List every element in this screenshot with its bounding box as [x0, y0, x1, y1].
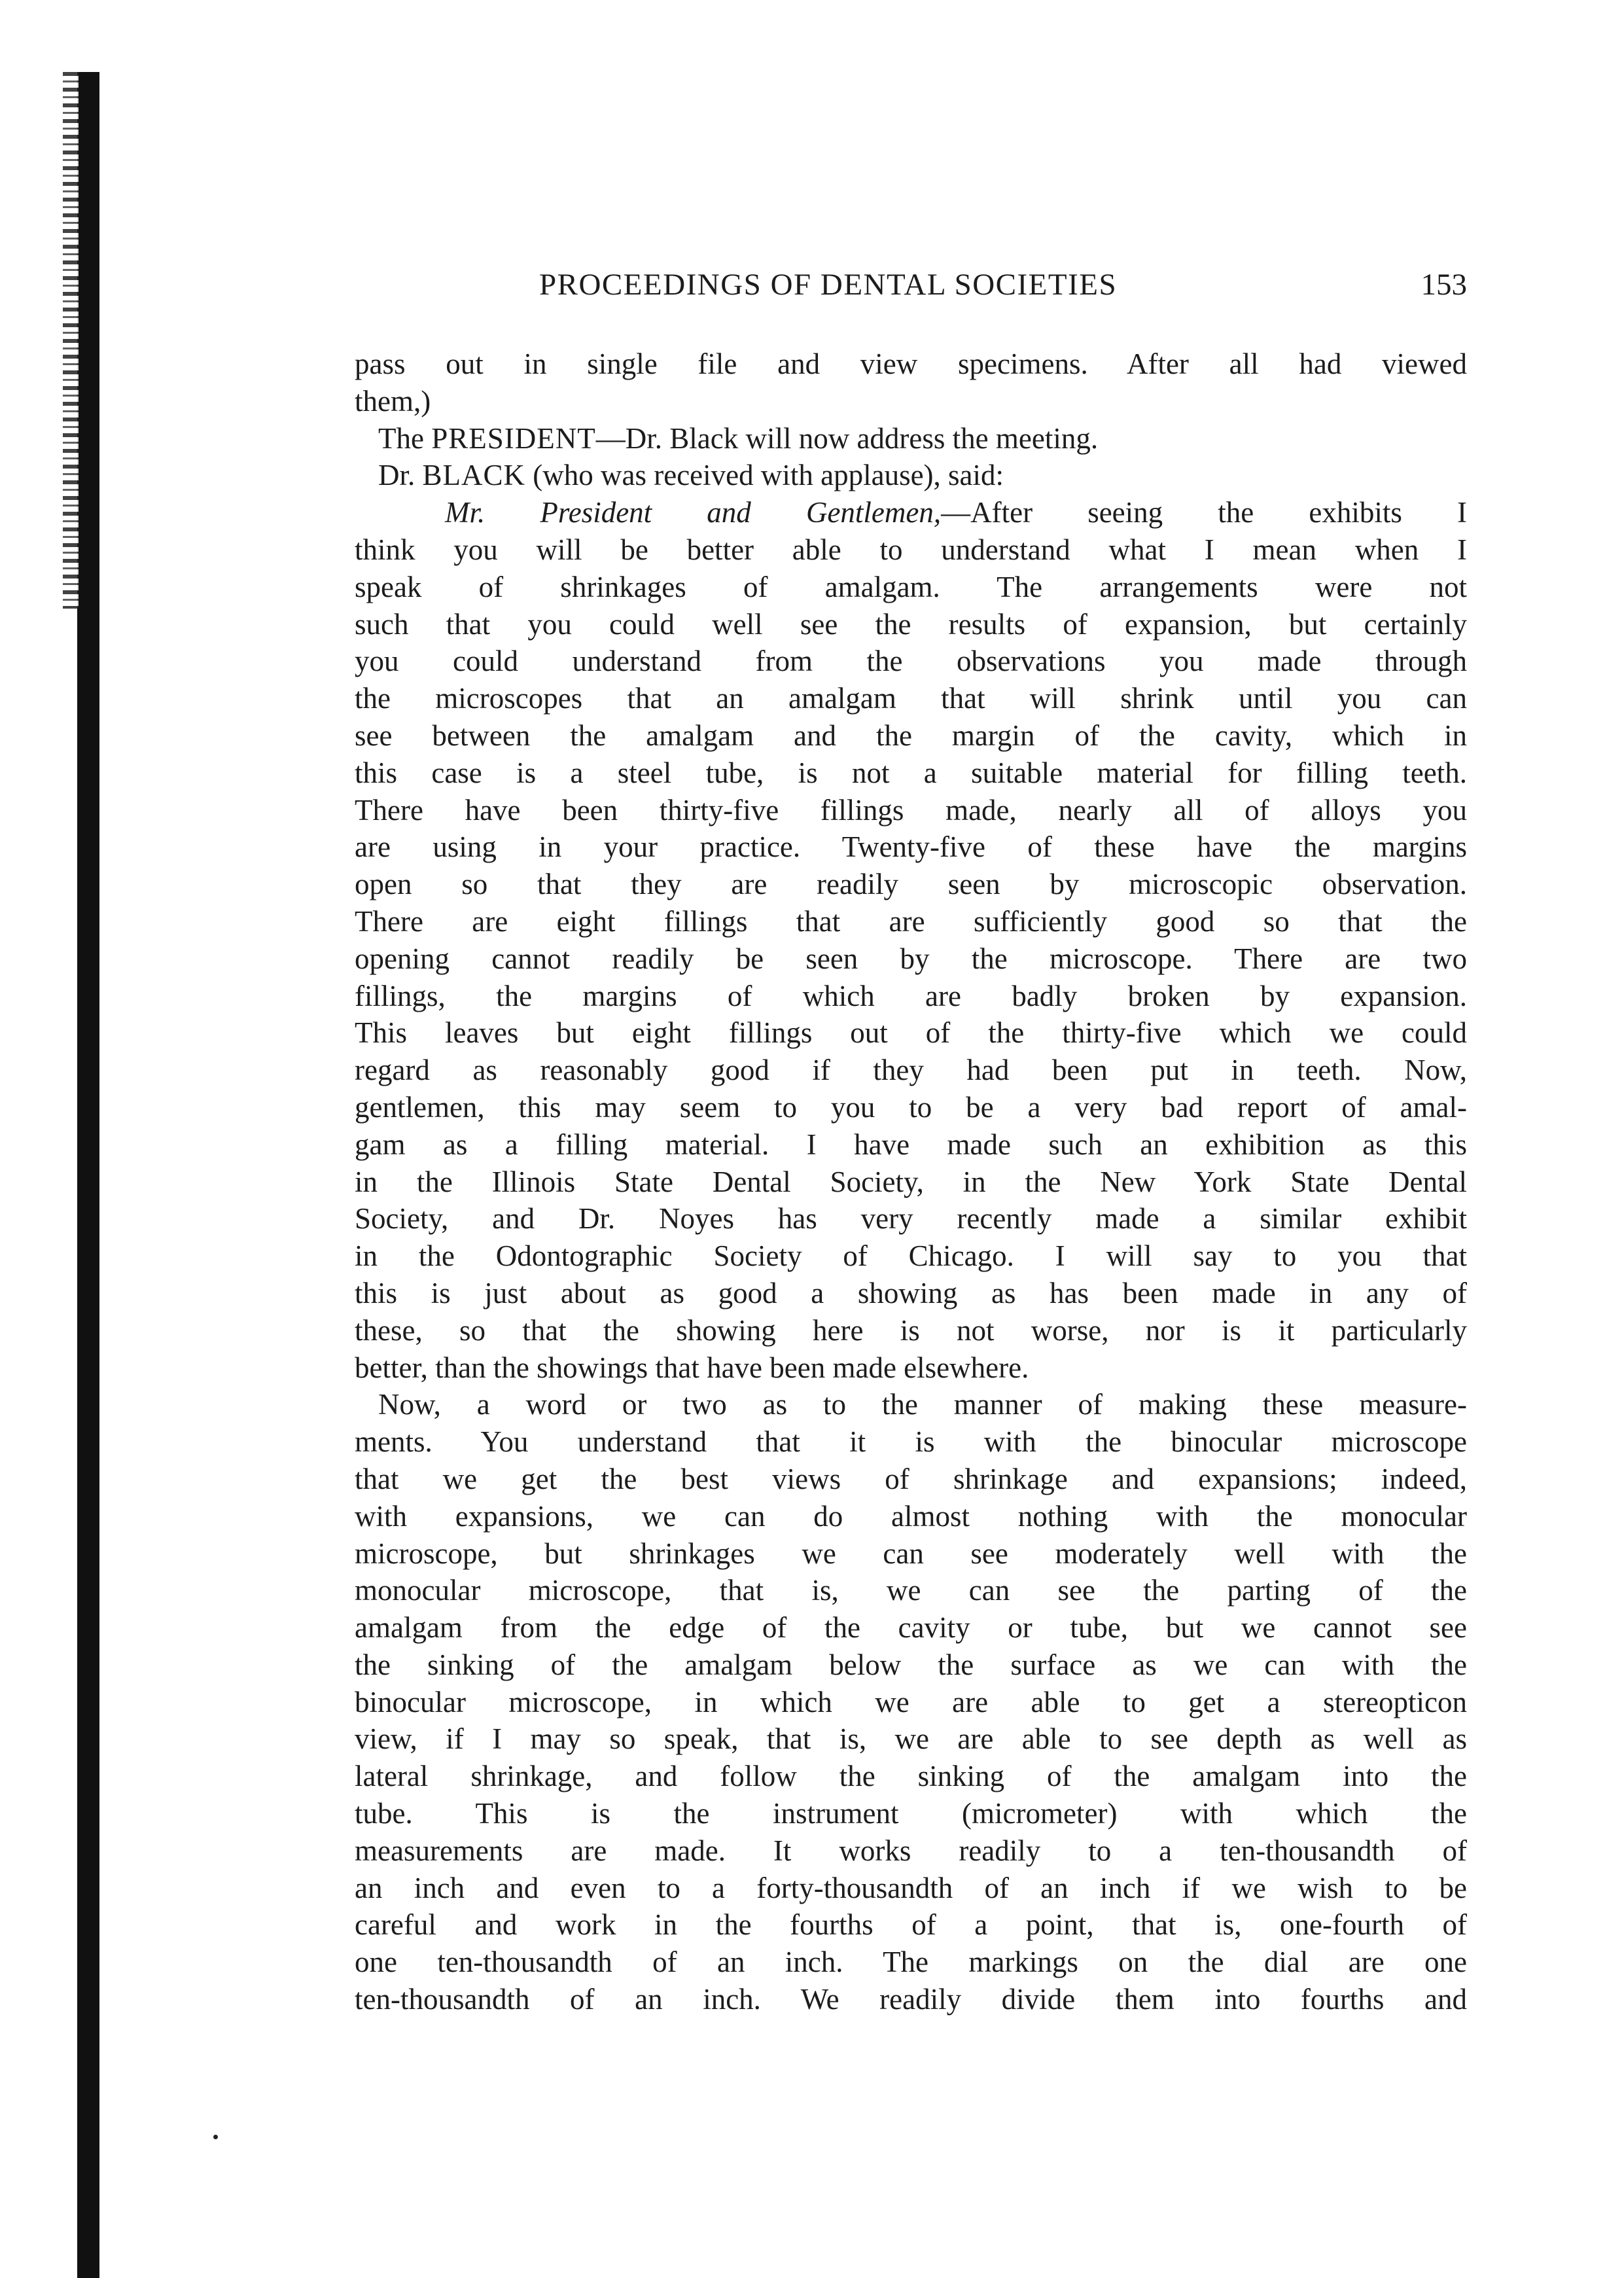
print-speck — [213, 2135, 218, 2139]
text-line: pass out in single file and view specimens. After all had viewed — [355, 347, 1467, 380]
page-header — [355, 267, 1467, 326]
running-head: PROCEEDINGS OF DENTAL SOCIETIES — [539, 268, 1118, 302]
text-line: view, if I may so speak, that is, we are able to see depth as well as — [355, 1722, 1467, 1756]
text-line: see between the amalgam and the margin of the cavity, which in — [355, 719, 1467, 752]
page-binding-edge — [77, 72, 99, 2278]
text-line — [355, 420, 1467, 457]
binding-ragged-edge — [63, 72, 79, 609]
text-line: them,) — [355, 384, 431, 418]
text-line: Society, and Dr. Noyes has very recently made a similar exhibit — [355, 1202, 1467, 1236]
text-line: fillings, the margins of which are badly broken by expansion. — [355, 979, 1467, 1012]
text-run: —Dr. Black will now address the meeting. — [595, 421, 1099, 455]
text-line: these, so that the showing here is not worse, nor is it particularly — [355, 1313, 1467, 1347]
text-line: this is just about as good a showing as has been made in any of — [355, 1276, 1467, 1309]
text-line: in the Odontographic Society of Chicago. I will say to you that — [355, 1239, 1467, 1273]
text-line: tube. This is the instrument (micrometer) with which the — [355, 1797, 1467, 1830]
text-run: Dr. — [378, 459, 415, 492]
text-line: better, than the showings that have been made elsewhere. — [355, 1351, 1029, 1384]
salutation: Mr. President and Gentlemen, — [445, 496, 942, 529]
text-line: ments. You understand that it is with the binocular microscope — [355, 1425, 1467, 1459]
body-text — [355, 346, 1467, 2018]
text-line: think you will be better able to understand what I mean when I — [355, 533, 1467, 566]
text-line: regard as reasonably good if they had been put in teeth. Now, — [355, 1054, 1467, 1087]
page-number: 153 — [1421, 268, 1467, 302]
text-line: lateral shrinkage, and follow the sinking of the amalgam into the — [355, 1760, 1467, 1793]
text-line: the sinking of the amalgam below the surface as we can with the — [355, 1648, 1467, 1681]
text-line — [355, 457, 1467, 494]
text-line: an inch and even to a forty-thousandth of an inch if we wish to be — [355, 1871, 1467, 1904]
text-line: that we get the best views of shrinkage and expansions; indeed, — [355, 1462, 1467, 1495]
text-line: this case is a steel tube, is not a suitable material for filling teeth. — [355, 756, 1467, 789]
text-line: ten-thousandth of an inch. We readily divide them into fourths and — [355, 1983, 1467, 2016]
speaker-name: BLACK — [422, 459, 526, 492]
text-line — [355, 494, 1467, 531]
text-line: in the Illinois State Dental Society, in the New York State Dental — [355, 1165, 1467, 1198]
text-line: open so that they are readily seen by microscopic observation. — [355, 868, 1467, 901]
text-run: —After seeing the exhibits I — [941, 496, 1468, 529]
text-line: monocular microscope, that is, we can see the parting of the — [355, 1574, 1467, 1607]
text-line: gentlemen, this may seem to you to be a very bad report of amal- — [355, 1090, 1467, 1124]
text-line: such that you could well see the results of expansion, but certainly — [355, 607, 1467, 641]
text-line: There are eight fillings that are sufficiently good so that the — [355, 904, 1467, 938]
text-line: There have been thirty-five fillings made, nearly all of alloys you — [355, 793, 1467, 827]
text-line: you could understand from the observations you made through — [355, 645, 1467, 678]
text-line: one ten-thousandth of an inch. The markings on the dial are one — [355, 1946, 1467, 1979]
text-line: are using in your practice. Twenty-five of these have the margins — [355, 830, 1467, 864]
text-run: (who was received with applause), said: — [533, 459, 1004, 492]
text-line: Now, a word or two as to the manner of making these measure- — [378, 1388, 1467, 1421]
text-line: careful and work in the fourths of a point, that is, one-fourth of — [355, 1908, 1467, 1942]
text-line: measurements are made. It works readily to a ten-thousandth of — [355, 1834, 1467, 1867]
text-run: The — [378, 421, 424, 455]
text-line: amalgam from the edge of the cavity or tube, but we cannot see — [355, 1611, 1467, 1645]
speaker-name: PRESIDENT — [431, 421, 596, 455]
text-line: binocular microscope, in which we are able to get a stereopticon — [355, 1685, 1467, 1718]
text-line: This leaves but eight fillings out of the thirty-five which we could — [355, 1016, 1467, 1050]
text-line: opening cannot readily be seen by the microscope. There are two — [355, 942, 1467, 975]
text-line: speak of shrinkages of amalgam. The arrangements were not — [355, 570, 1467, 603]
text-line: microscope, but shrinkages we can see moderately well with the — [355, 1537, 1467, 1570]
text-line: with expansions, we can do almost nothing with the monocular — [355, 1499, 1467, 1533]
text-line: the microscopes that an amalgam that will shrink until you can — [355, 682, 1467, 715]
text-line: gam as a filling material. I have made such an exhibition as this — [355, 1128, 1467, 1161]
